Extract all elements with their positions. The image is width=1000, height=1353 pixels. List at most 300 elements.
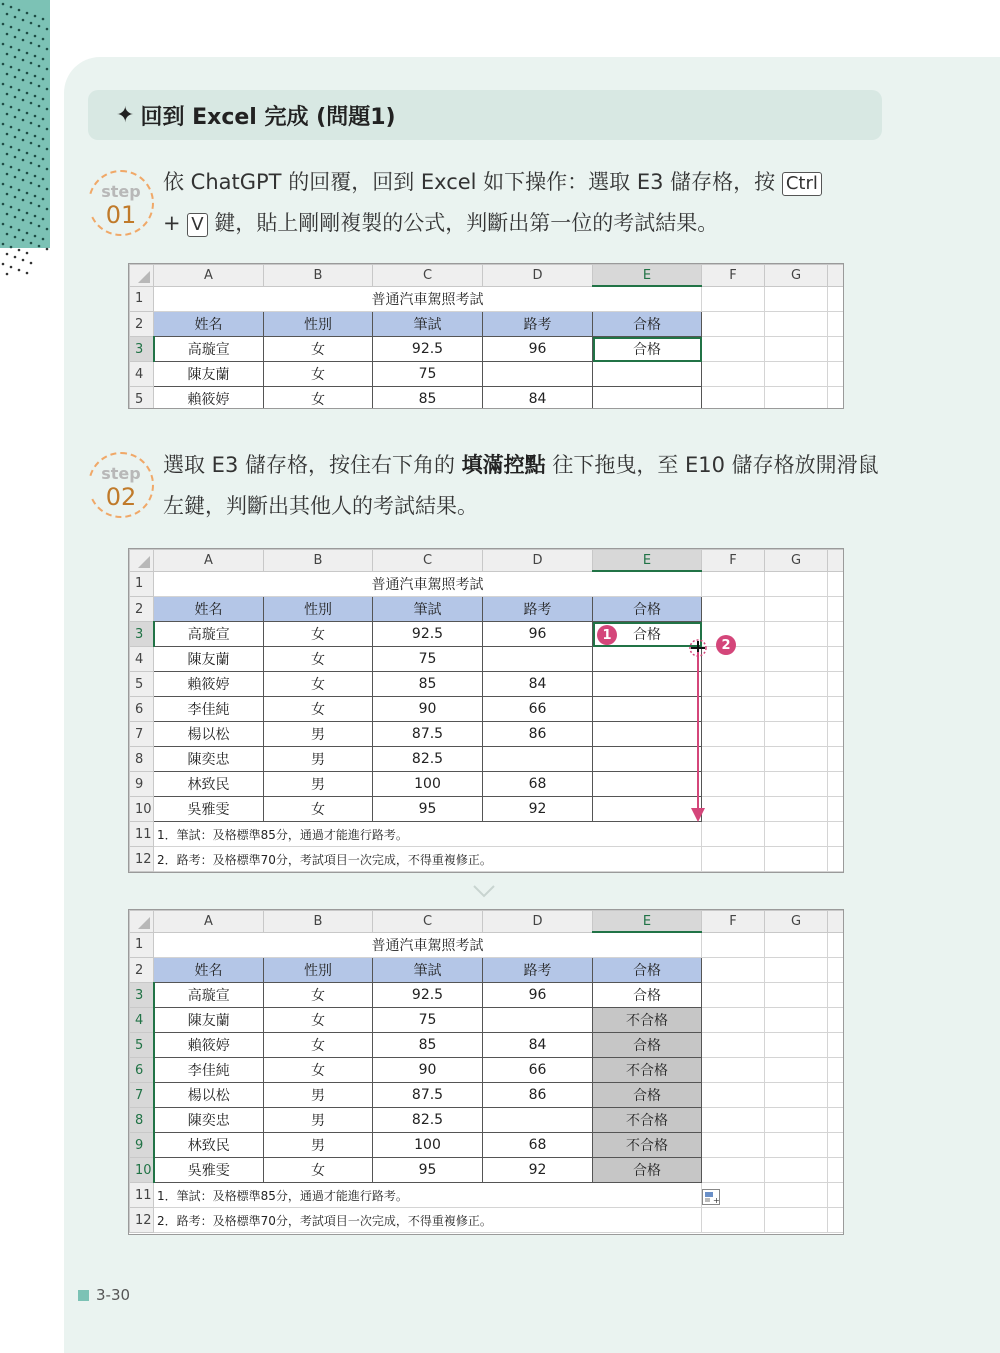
row-header-3[interactable]: 3: [130, 337, 154, 362]
row-header-1[interactable]: 1: [130, 286, 154, 312]
empty-cell[interactable]: [702, 958, 765, 983]
empty-cell[interactable]: [828, 647, 845, 672]
row-header-9[interactable]: 9: [130, 772, 154, 797]
decorative-dot: [30, 62, 33, 65]
empty-cell[interactable]: [765, 286, 828, 312]
data-cell[interactable]: 92.5: [373, 983, 483, 1008]
empty-cell[interactable]: [765, 387, 828, 410]
data-cell[interactable]: [483, 1108, 593, 1133]
empty-cell[interactable]: [702, 1033, 765, 1058]
empty-cell[interactable]: [765, 697, 828, 722]
header-cell[interactable]: 合格: [593, 597, 702, 622]
data-cell[interactable]: 96: [483, 983, 593, 1008]
empty-cell[interactable]: [828, 312, 845, 337]
empty-cell[interactable]: [702, 932, 765, 958]
data-cell[interactable]: 66: [483, 697, 593, 722]
row-header-4[interactable]: 4: [130, 362, 154, 387]
row-header-1[interactable]: 1: [130, 932, 154, 958]
empty-cell[interactable]: [765, 1108, 828, 1133]
empty-cell[interactable]: [828, 983, 845, 1008]
empty-cell[interactable]: [765, 1183, 828, 1208]
data-cell[interactable]: 賴筱婷: [154, 1033, 264, 1058]
data-cell[interactable]: 陳奕忠: [154, 747, 264, 772]
empty-cell[interactable]: [702, 1008, 765, 1033]
data-cell[interactable]: 女: [264, 1158, 373, 1183]
data-cell[interactable]: 李佳純: [154, 697, 264, 722]
empty-cell[interactable]: [828, 932, 845, 958]
header-cell[interactable]: 性別: [264, 958, 373, 983]
result-cell[interactable]: 合格: [593, 983, 702, 1008]
column-header-b[interactable]: B: [264, 550, 373, 572]
column-header-extra[interactable]: [828, 265, 845, 287]
data-cell[interactable]: 男: [264, 722, 373, 747]
result-cell[interactable]: 不合格: [593, 1133, 702, 1158]
decorative-dot: [30, 122, 33, 125]
empty-cell[interactable]: [702, 747, 765, 772]
empty-cell[interactable]: [828, 337, 845, 362]
step-number: 02: [105, 483, 137, 511]
empty-cell[interactable]: [828, 697, 845, 722]
empty-cell[interactable]: [702, 797, 765, 822]
data-cell[interactable]: 92: [483, 1158, 593, 1183]
empty-cell[interactable]: [765, 1008, 828, 1033]
decorative-dot: [34, 135, 37, 138]
empty-cell[interactable]: [702, 847, 765, 872]
select-all-corner[interactable]: [130, 265, 154, 287]
empty-cell[interactable]: [828, 1158, 845, 1183]
empty-cell[interactable]: [765, 722, 828, 747]
step-badge-01: [88, 170, 154, 236]
row-header-12[interactable]: 12: [130, 1208, 154, 1233]
empty-cell[interactable]: [765, 647, 828, 672]
data-cell[interactable]: 86: [483, 1083, 593, 1108]
result-cell[interactable]: [593, 772, 702, 797]
data-cell[interactable]: 90: [373, 697, 483, 722]
row-header-8[interactable]: 8: [130, 747, 154, 772]
result-cell[interactable]: [593, 747, 702, 772]
empty-cell[interactable]: [702, 822, 765, 847]
data-cell[interactable]: 賴筱婷: [154, 387, 264, 410]
decorative-dot: [6, 233, 9, 236]
result-cell[interactable]: 合格: [593, 1033, 702, 1058]
fill-handle-term: 填滿控點: [461, 453, 546, 477]
header-cell[interactable]: 姓名: [154, 958, 264, 983]
data-cell[interactable]: 84: [483, 387, 593, 410]
data-cell[interactable]: 90: [373, 1058, 483, 1083]
empty-cell[interactable]: [828, 722, 845, 747]
empty-cell[interactable]: [702, 362, 765, 387]
decorative-dot: [38, 165, 41, 168]
empty-cell[interactable]: [702, 337, 765, 362]
data-cell[interactable]: 賴筱婷: [154, 672, 264, 697]
column-header-a[interactable]: A: [154, 911, 264, 933]
decorative-dot: [6, 73, 9, 76]
decorative-dot: [26, 112, 29, 115]
result-cell[interactable]: [593, 722, 702, 747]
decorative-dot: [22, 79, 25, 82]
empty-cell[interactable]: [765, 1208, 828, 1233]
header-cell[interactable]: 姓名: [154, 597, 264, 622]
data-cell[interactable]: 女: [264, 647, 373, 672]
empty-cell[interactable]: [702, 571, 765, 597]
data-cell[interactable]: [483, 1008, 593, 1033]
empty-cell[interactable]: [765, 958, 828, 983]
empty-cell[interactable]: [828, 847, 845, 872]
note-cell[interactable]: 2．路考：及格標準70分，考試項目一次完成，不得重複修正。: [154, 847, 702, 872]
empty-cell[interactable]: [702, 697, 765, 722]
data-cell[interactable]: 男: [264, 1133, 373, 1158]
data-cell[interactable]: 82.5: [373, 747, 483, 772]
page-number: [78, 1286, 130, 1304]
decorative-dot: [38, 185, 41, 188]
header-cell[interactable]: 性別: [264, 312, 373, 337]
result-cell[interactable]: 合格: [593, 1083, 702, 1108]
empty-cell[interactable]: [702, 1108, 765, 1133]
data-cell[interactable]: 女: [264, 697, 373, 722]
decorative-dot: [22, 239, 25, 242]
result-cell[interactable]: 合格: [593, 622, 702, 647]
empty-cell[interactable]: [765, 1083, 828, 1108]
decorative-dot: [6, 273, 9, 276]
row-header-7[interactable]: 7: [130, 722, 154, 747]
empty-cell[interactable]: [828, 1033, 845, 1058]
empty-cell[interactable]: [828, 1058, 845, 1083]
data-cell[interactable]: 75: [373, 1008, 483, 1033]
empty-cell[interactable]: [765, 597, 828, 622]
data-cell[interactable]: 林致民: [154, 772, 264, 797]
data-cell[interactable]: 75: [373, 362, 483, 387]
header-cell[interactable]: 性別: [264, 597, 373, 622]
empty-cell[interactable]: [765, 1158, 828, 1183]
data-cell[interactable]: 吳雅雯: [154, 797, 264, 822]
data-cell[interactable]: 86: [483, 722, 593, 747]
empty-cell[interactable]: [702, 312, 765, 337]
decorative-dot: [6, 113, 9, 116]
row-header-3[interactable]: 3: [130, 622, 154, 647]
data-cell[interactable]: 男: [264, 1108, 373, 1133]
column-header-extra[interactable]: [828, 911, 845, 933]
column-header-d[interactable]: D: [483, 550, 593, 572]
data-cell[interactable]: 女: [264, 1033, 373, 1058]
decorative-dot: [34, 75, 37, 78]
header-cell[interactable]: 合格: [593, 312, 702, 337]
decorative-dot: [2, 43, 5, 46]
data-cell[interactable]: 吳雅雯: [154, 1158, 264, 1183]
column-header-a[interactable]: A: [154, 265, 264, 287]
decorative-dot: [14, 136, 17, 139]
column-header-c[interactable]: C: [373, 911, 483, 933]
empty-cell[interactable]: [828, 822, 845, 847]
empty-cell[interactable]: [765, 747, 828, 772]
result-cell[interactable]: [593, 672, 702, 697]
result-cell[interactable]: 合格: [593, 1158, 702, 1183]
empty-cell[interactable]: [765, 571, 828, 597]
empty-cell[interactable]: [828, 747, 845, 772]
empty-cell[interactable]: [702, 1083, 765, 1108]
decorative-dot: [22, 99, 25, 102]
decorative-dot: [34, 155, 37, 158]
header-cell[interactable]: 路考: [483, 597, 593, 622]
data-cell[interactable]: 陳友蘭: [154, 1008, 264, 1033]
data-cell[interactable]: 男: [264, 1083, 373, 1108]
data-cell[interactable]: [483, 362, 593, 387]
row-header-5[interactable]: 5: [130, 1033, 154, 1058]
decorative-dot: [46, 248, 49, 251]
column-header-f[interactable]: F: [702, 911, 765, 933]
row-header-5[interactable]: 5: [130, 672, 154, 697]
result-cell[interactable]: [593, 797, 702, 822]
row-header-2[interactable]: 2: [130, 597, 154, 622]
data-cell[interactable]: 100: [373, 1133, 483, 1158]
header-cell[interactable]: 筆試: [373, 312, 483, 337]
decorative-dot: [14, 56, 17, 59]
row-header-3[interactable]: 3: [130, 983, 154, 1008]
data-cell[interactable]: 男: [264, 772, 373, 797]
row-header-7[interactable]: 7: [130, 1083, 154, 1108]
data-cell[interactable]: 87.5: [373, 1083, 483, 1108]
row-header-12[interactable]: 12: [130, 847, 154, 872]
data-cell[interactable]: 75: [373, 647, 483, 672]
row-header-2[interactable]: 2: [130, 958, 154, 983]
data-cell[interactable]: 85: [373, 387, 483, 410]
data-cell[interactable]: 84: [483, 672, 593, 697]
column-header-f[interactable]: F: [702, 550, 765, 572]
column-header-d[interactable]: D: [483, 911, 593, 933]
empty-cell[interactable]: [765, 337, 828, 362]
decorative-dot: [22, 59, 25, 62]
row-header-4[interactable]: 4: [130, 1008, 154, 1033]
column-header-f[interactable]: F: [702, 265, 765, 287]
result-cell[interactable]: [593, 362, 702, 387]
data-cell[interactable]: 85: [373, 672, 483, 697]
decorative-dot: [30, 102, 33, 105]
empty-cell[interactable]: [765, 1033, 828, 1058]
column-header-g[interactable]: G: [765, 265, 828, 287]
row-header-11[interactable]: 11: [130, 1183, 154, 1208]
empty-cell[interactable]: [765, 983, 828, 1008]
row-header-1[interactable]: 1: [130, 571, 154, 597]
empty-cell[interactable]: [828, 571, 845, 597]
decorative-dot: [6, 33, 9, 36]
row-header-11[interactable]: 11: [130, 822, 154, 847]
data-cell[interactable]: 68: [483, 772, 593, 797]
decorative-dot: [38, 145, 41, 148]
decorative-dot: [10, 46, 13, 49]
column-header-c[interactable]: C: [373, 550, 483, 572]
empty-cell[interactable]: [765, 312, 828, 337]
empty-cell[interactable]: [702, 286, 765, 312]
data-cell[interactable]: 68: [483, 1133, 593, 1158]
note-cell[interactable]: 1．筆試：及格標準85分，通過才能進行路考。: [154, 1183, 702, 1208]
decorative-dot: [46, 228, 49, 231]
result-cell[interactable]: 不合格: [593, 1008, 702, 1033]
empty-cell[interactable]: [702, 387, 765, 410]
column-header-g[interactable]: G: [765, 911, 828, 933]
data-cell[interactable]: 92.5: [373, 337, 483, 362]
header-cell[interactable]: 筆試: [373, 597, 483, 622]
data-cell[interactable]: 82.5: [373, 1108, 483, 1133]
decorative-dot: [26, 232, 29, 235]
row-header-4[interactable]: 4: [130, 647, 154, 672]
data-cell[interactable]: 女: [264, 797, 373, 822]
data-cell[interactable]: 陳友蘭: [154, 647, 264, 672]
data-cell[interactable]: 高璇宣: [154, 983, 264, 1008]
empty-cell[interactable]: [765, 1133, 828, 1158]
data-cell[interactable]: 男: [264, 747, 373, 772]
empty-cell[interactable]: [702, 983, 765, 1008]
decorative-dot: [38, 25, 41, 28]
select-all-corner[interactable]: [130, 911, 154, 933]
column-header-e[interactable]: E: [593, 265, 702, 287]
empty-cell[interactable]: [702, 1058, 765, 1083]
column-header-b[interactable]: B: [264, 911, 373, 933]
data-cell[interactable]: 高璇宣: [154, 337, 264, 362]
data-cell[interactable]: 女: [264, 337, 373, 362]
empty-cell[interactable]: [765, 1058, 828, 1083]
empty-cell[interactable]: [702, 772, 765, 797]
decorative-dot: [6, 133, 9, 136]
result-cell[interactable]: 合格: [593, 337, 702, 362]
empty-cell[interactable]: [828, 362, 845, 387]
data-cell[interactable]: 66: [483, 1058, 593, 1083]
page-marker-icon: [78, 1290, 89, 1301]
row-header-2[interactable]: 2: [130, 312, 154, 337]
empty-cell[interactable]: [765, 772, 828, 797]
empty-cell[interactable]: [828, 286, 845, 312]
note-cell[interactable]: 2．路考：及格標準70分，考試項目一次完成，不得重複修正。: [154, 1208, 702, 1233]
data-cell[interactable]: 女: [264, 1008, 373, 1033]
header-cell[interactable]: 路考: [483, 312, 593, 337]
decorative-dot: [42, 138, 45, 141]
column-header-d[interactable]: D: [483, 265, 593, 287]
empty-cell[interactable]: [828, 1133, 845, 1158]
data-cell[interactable]: 96: [483, 337, 593, 362]
empty-cell[interactable]: [765, 672, 828, 697]
sheet-title-cell[interactable]: 普通汽車駕照考試: [154, 932, 702, 958]
column-header-a[interactable]: A: [154, 550, 264, 572]
sheet-title-cell[interactable]: 普通汽車駕照考試: [154, 571, 702, 597]
data-cell[interactable]: 林致民: [154, 1133, 264, 1158]
decorative-dot: [38, 45, 41, 48]
result-cell[interactable]: 不合格: [593, 1108, 702, 1133]
result-cell[interactable]: 不合格: [593, 1058, 702, 1083]
data-cell[interactable]: 96: [483, 622, 593, 647]
result-cell[interactable]: [593, 387, 702, 410]
header-cell[interactable]: 合格: [593, 958, 702, 983]
data-cell[interactable]: 女: [264, 362, 373, 387]
decorative-dot: [42, 38, 45, 41]
decorative-dot: [10, 86, 13, 89]
row-header-6[interactable]: 6: [130, 1058, 154, 1083]
empty-cell[interactable]: [828, 797, 845, 822]
data-cell[interactable]: 李佳純: [154, 1058, 264, 1083]
empty-cell[interactable]: [828, 958, 845, 983]
empty-cell[interactable]: [828, 597, 845, 622]
header-cell[interactable]: 筆試: [373, 958, 483, 983]
row-header-9[interactable]: 9: [130, 1133, 154, 1158]
sheet-title-cell[interactable]: 普通汽車駕照考試: [154, 286, 702, 312]
empty-cell[interactable]: [765, 622, 828, 647]
column-header-g[interactable]: G: [765, 550, 828, 572]
data-cell[interactable]: 女: [264, 622, 373, 647]
data-cell[interactable]: 92: [483, 797, 593, 822]
header-cell[interactable]: 姓名: [154, 312, 264, 337]
data-cell[interactable]: 陳奕忠: [154, 1108, 264, 1133]
row-header-10[interactable]: 10: [130, 1158, 154, 1183]
data-cell[interactable]: 陳友蘭: [154, 362, 264, 387]
note-cell[interactable]: 1．筆試：及格標準85分，通過才能進行路考。: [154, 822, 702, 847]
empty-cell[interactable]: [765, 932, 828, 958]
empty-cell[interactable]: [828, 1208, 845, 1233]
empty-cell[interactable]: [828, 1008, 845, 1033]
data-cell[interactable]: 女: [264, 387, 373, 410]
decorative-dot: [10, 6, 13, 9]
data-cell[interactable]: 85: [373, 1033, 483, 1058]
data-cell[interactable]: 95: [373, 1158, 483, 1183]
empty-cell[interactable]: [828, 1183, 845, 1208]
empty-cell[interactable]: [828, 772, 845, 797]
column-header-extra[interactable]: [828, 550, 845, 572]
row-header-5[interactable]: 5: [130, 387, 154, 410]
data-cell[interactable]: 楊以松: [154, 1083, 264, 1108]
decorative-dot: [10, 206, 13, 209]
data-cell[interactable]: 100: [373, 772, 483, 797]
column-header-b[interactable]: B: [264, 265, 373, 287]
empty-cell[interactable]: [765, 822, 828, 847]
result-cell[interactable]: [593, 697, 702, 722]
empty-cell[interactable]: [702, 672, 765, 697]
header-cell[interactable]: 路考: [483, 958, 593, 983]
empty-cell[interactable]: [702, 1133, 765, 1158]
empty-cell[interactable]: [765, 847, 828, 872]
empty-cell[interactable]: [702, 722, 765, 747]
data-cell[interactable]: [483, 647, 593, 672]
data-cell[interactable]: [483, 747, 593, 772]
data-cell[interactable]: 92.5: [373, 622, 483, 647]
data-cell[interactable]: 87.5: [373, 722, 483, 747]
empty-cell[interactable]: [828, 672, 845, 697]
column-header-c[interactable]: C: [373, 265, 483, 287]
empty-cell[interactable]: [828, 1108, 845, 1133]
auto-fill-options-icon[interactable]: [702, 1189, 720, 1205]
empty-cell[interactable]: [765, 362, 828, 387]
empty-cell[interactable]: [702, 1208, 765, 1233]
column-header-e[interactable]: E: [593, 550, 702, 572]
empty-cell[interactable]: [702, 1158, 765, 1183]
row-header-8[interactable]: 8: [130, 1108, 154, 1133]
decorative-dot: [34, 195, 37, 198]
empty-cell[interactable]: [702, 597, 765, 622]
step-02-text-b: 往下拖曳，至 E10 儲存格放開滑鼠左鍵，判斷出其他人的考試結果。: [163, 453, 879, 518]
empty-cell[interactable]: [765, 797, 828, 822]
column-header-e[interactable]: E: [593, 911, 702, 933]
decorative-dot: [18, 129, 21, 132]
data-cell[interactable]: 84: [483, 1033, 593, 1058]
empty-cell[interactable]: [828, 387, 845, 410]
decorative-dot: [26, 212, 29, 215]
data-cell[interactable]: 95: [373, 797, 483, 822]
empty-cell[interactable]: [828, 622, 845, 647]
select-all-corner[interactable]: [130, 550, 154, 572]
empty-cell[interactable]: [828, 1083, 845, 1108]
data-cell[interactable]: 楊以松: [154, 722, 264, 747]
data-cell[interactable]: 女: [264, 983, 373, 1008]
row-header-6[interactable]: 6: [130, 697, 154, 722]
data-cell[interactable]: 高璇宣: [154, 622, 264, 647]
data-cell[interactable]: 女: [264, 672, 373, 697]
row-header-10[interactable]: 10: [130, 797, 154, 822]
data-cell[interactable]: 女: [264, 1058, 373, 1083]
